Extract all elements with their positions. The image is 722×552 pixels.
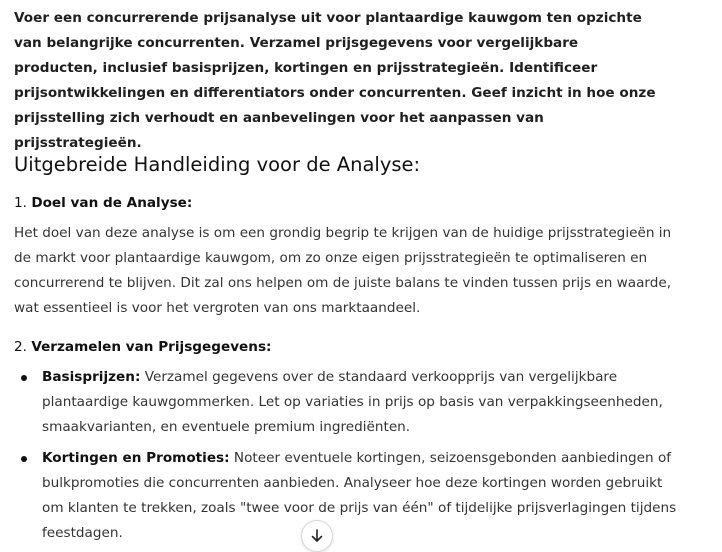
section-heading: Uitgebreide Handleiding voor de Analyse: — [14, 153, 421, 176]
list-item-text: Noteer eventuele kortingen, seizoensgebonden aanbiedingen of bulkpromoties die concurrenten aanbieden. Analyseer hoe deze kortingen worden gebruikt om klanten te trekken, zoals "twee voor de prijs van één" of tijdelijke prijsverlagingen tijdens feestdagen. — [42, 450, 677, 541]
list-item — [14, 446, 684, 546]
section-1-number: 1. — [14, 195, 27, 211]
section-2-title: Verzamelen van Prijsgegevens: — [31, 339, 272, 355]
section-1-title: Doel van de Analyse: — [31, 195, 193, 211]
section-2-number: 2. — [14, 339, 27, 355]
section-1-heading — [14, 192, 192, 214]
arrow-down-icon — [310, 529, 324, 543]
section-1-paragraph: Het doel van deze analyse is om een grondig begrip te krijgen van de huidige prijsstrategieën in de markt voor plantaardige kauwgom, om zo onze eigen prijsstrategieën te optimaliseren en concurrerend te blijven. Dit zal ons helpen om de juiste balans te vinden tussen prijs en waarde, wat essentieel is voor het vergroten van ons marktaandeel. — [14, 225, 672, 316]
list-item-label: Basisprijzen: — [42, 369, 141, 385]
list-item — [14, 365, 684, 440]
list-item-label: Kortingen en Promoties: — [42, 450, 230, 466]
section-2-heading — [14, 336, 271, 358]
section-2-list — [14, 365, 684, 546]
bullet-icon — [21, 456, 27, 462]
user-prompt-text: Voer een concurrerende prijsanalyse uit voor plantaardige kauwgom ten opzichte van belangrijke concurrenten. Verzamel prijsgegevens voor vergelijkbare producten, inclusief basisprijzen, kortingen en prijsstrategieën. Identificeer prijsontwikkelingen en differentiators onder concurrenten. Geef inzicht in hoe onze prijsstelling zich verhoudt en aanbevelingen voor het aanpassen van prijsstrategieën. — [14, 10, 656, 151]
bullet-icon — [21, 375, 27, 381]
scroll-to-bottom-button[interactable] — [301, 520, 333, 552]
chat-message — [14, 6, 704, 541]
list-item-text: Verzamel gegevens over de standaard verkoopprijs van vergelijkbare plantaardige kauwgommerken. Let op variaties in prijs op basis van verpakkingseenheden, smaakvarianten, en eventuele premium ingrediënten. — [42, 369, 663, 435]
